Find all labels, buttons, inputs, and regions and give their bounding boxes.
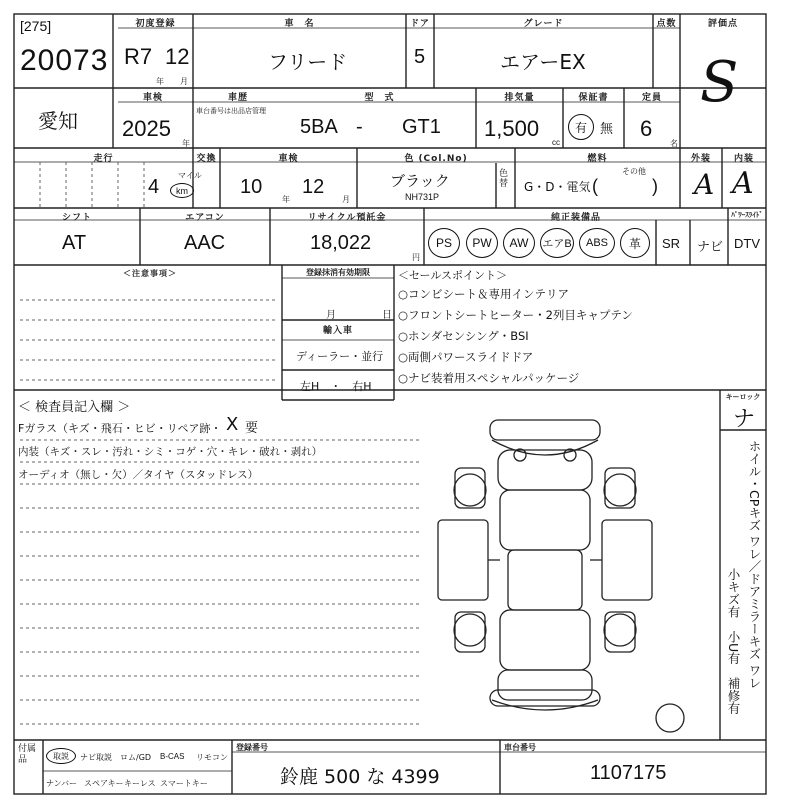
key-lock-label: キーロック	[725, 393, 761, 401]
item-keyless: キーレス	[124, 779, 156, 788]
equip-navi: ナビ	[697, 240, 724, 255]
model-code: GT1	[402, 116, 441, 138]
insp-month: 12	[302, 176, 325, 198]
item-remote: リモコン	[196, 753, 228, 762]
inspector-vertical-note-2: 小キズ有 小U有 補修有	[726, 568, 741, 715]
mileage-unit-km: km	[170, 183, 194, 198]
score-label: 点数	[656, 19, 677, 29]
equip-aw: AW	[503, 228, 535, 258]
mileage-unit-mile: マイル	[178, 171, 202, 180]
first-reg-month-unit: 月	[180, 77, 188, 86]
recycle-unit: 円	[412, 253, 420, 262]
first-reg-label: 初度登録	[135, 19, 176, 29]
exterior-label: 外装	[690, 154, 711, 164]
shift-value: AT	[62, 232, 87, 254]
sales-point: ○ナビ装着用スペシャルパッケージ	[398, 371, 580, 385]
lot-prefix: [275]	[20, 18, 52, 34]
inspector-title: ＜ 検査員記入欄 ＞	[18, 400, 131, 415]
dealer-option: ディーラー・並行	[296, 350, 384, 363]
inspector-vertical-note-1: ホイル・CPキズ ワレ／ドアミラーキズ ワレ	[747, 440, 762, 690]
capacity-unit: 名	[670, 139, 678, 148]
plate-number: 鈴鹿 500 な 4399	[280, 766, 440, 788]
ac-label: エアコン	[185, 213, 225, 223]
model-dash: -	[356, 116, 363, 138]
insp-year-unit: 年	[282, 195, 290, 204]
displacement-value: 1,500	[484, 116, 540, 141]
item-navi-manual: ナビ取説	[80, 753, 112, 762]
shift-label: シフト	[61, 213, 92, 223]
color-change-label: 色替	[499, 168, 509, 188]
capacity-label: 定員	[641, 93, 662, 103]
equip-dtv: DTV	[734, 236, 760, 251]
sales-point: ○フロントシートヒーター・2列目キャプテン	[398, 308, 633, 322]
equip-sr: SR	[662, 236, 681, 251]
inspector-line-interior: 内装（キズ・スレ・汚れ・シミ・コゲ・穴・キレ・破れ・剥れ）	[18, 446, 323, 458]
recycle-label: リサイクル預託金	[307, 213, 387, 223]
sales-point: ○両側パワースライドドア	[398, 350, 534, 364]
exterior-grade: A	[694, 168, 715, 201]
sales-label: ＜セールスポイント＞	[398, 269, 508, 282]
first-reg-month: 12	[165, 44, 190, 69]
fuel-other-label: その他	[622, 167, 646, 176]
insp-year: 10	[240, 176, 263, 198]
inspection-label: 車検	[142, 93, 163, 103]
lot-number: 20073	[20, 44, 109, 77]
doors-label: ドア	[410, 19, 430, 29]
item-bcas: B-CAS	[160, 752, 185, 761]
equip-leather: 革	[620, 228, 650, 258]
fuel-options: G・D・電気	[524, 180, 591, 194]
equip-pw: PW	[466, 228, 498, 258]
fuel-label: 燃料	[587, 154, 608, 164]
inspection-date-label: 車検	[278, 154, 299, 164]
equip-abs: ABS	[579, 228, 615, 258]
ac-value: AAC	[184, 232, 226, 254]
model-label: 型 式	[364, 93, 395, 103]
inspection-unit: 年	[182, 139, 190, 148]
chassis-note: 車台番号は出品店管理	[196, 108, 266, 115]
grade-label: グレード	[523, 19, 564, 29]
sales-point: ○コンビシート＆専用インテリア	[398, 287, 570, 301]
item-manual: 取説	[46, 748, 76, 764]
recycle-fee: 18,022	[310, 232, 372, 254]
inspector-line-glass: Fガラス（キズ・飛石・ヒビ・リペア跡・	[18, 422, 222, 435]
special-label: ﾊﾟﾜｰｽﾗｲﾄﾞ	[731, 211, 763, 219]
car-diagram	[438, 420, 684, 732]
item-spare-key: スペアキー	[84, 779, 124, 788]
item-rom: ロム/GD	[120, 753, 152, 762]
inspection-year: 2025	[122, 116, 171, 141]
fuel-paren: ( )	[592, 176, 658, 196]
car-name-label: 車 名	[284, 19, 315, 29]
warranty-no: 無	[600, 122, 614, 137]
insp-month-unit: 月	[342, 195, 350, 204]
warranty-yes: 有	[568, 114, 594, 140]
equipment-label: 純正装備品	[550, 213, 601, 223]
model-prefix: 5BA	[300, 116, 338, 138]
chassis-number-label: 車台番号	[504, 743, 536, 752]
grade-value: エアーEX	[500, 50, 586, 74]
key-lock-mark: ナ	[733, 407, 756, 432]
items-label: 付属品	[18, 744, 37, 765]
item-number: ナンバー	[46, 779, 78, 788]
sales-point: ○ホンダセンシング・BSI	[398, 329, 529, 343]
capacity-value: 6	[640, 116, 653, 141]
plate-label: 登録番号	[236, 743, 268, 752]
reg-month: 月	[326, 310, 336, 321]
import-label: 輸入車	[322, 326, 353, 336]
glass-x-mark: X	[226, 414, 239, 435]
first-reg-era: R7	[124, 44, 153, 69]
color-code: NH731P	[405, 192, 440, 202]
car-name: フリード	[268, 50, 348, 74]
interior-label: 内装	[733, 154, 754, 164]
region: 愛知	[38, 109, 78, 133]
item-smart-key: スマートキー	[160, 779, 208, 788]
equip-ps: PS	[428, 228, 460, 258]
doors-value: 5	[414, 46, 426, 68]
mileage-label: 走行	[93, 154, 114, 164]
handle-option: 左H ・ 右H	[300, 380, 372, 393]
displacement-label: 排気量	[504, 93, 535, 103]
interior-grade: A	[732, 166, 754, 201]
meter-change-label: 交換	[196, 154, 217, 164]
displacement-unit: cc	[552, 138, 560, 147]
inspector-line-audio: オーディオ（無し・欠）／タイヤ（スタッドレス）	[18, 469, 259, 481]
eval-label: 評価点	[707, 19, 738, 29]
color-label: 色 (Col.No)	[404, 154, 468, 164]
glass-required: 要	[245, 421, 259, 436]
reg-day: 日	[382, 310, 392, 321]
color-name: ブラック	[390, 172, 450, 190]
reg-label: 登録抹消有効期限	[306, 268, 370, 277]
chassis-number: 1107175	[590, 762, 667, 784]
chassis-label: 車歴	[227, 93, 248, 103]
caution-label: ＜注意事項＞	[123, 269, 177, 278]
equip-airbag: エアB	[540, 228, 574, 258]
eval-score: S	[700, 50, 739, 115]
first-reg-unit: 年	[156, 77, 164, 86]
warranty-label: 保証書	[578, 93, 609, 103]
mileage-value: 4	[148, 176, 160, 198]
